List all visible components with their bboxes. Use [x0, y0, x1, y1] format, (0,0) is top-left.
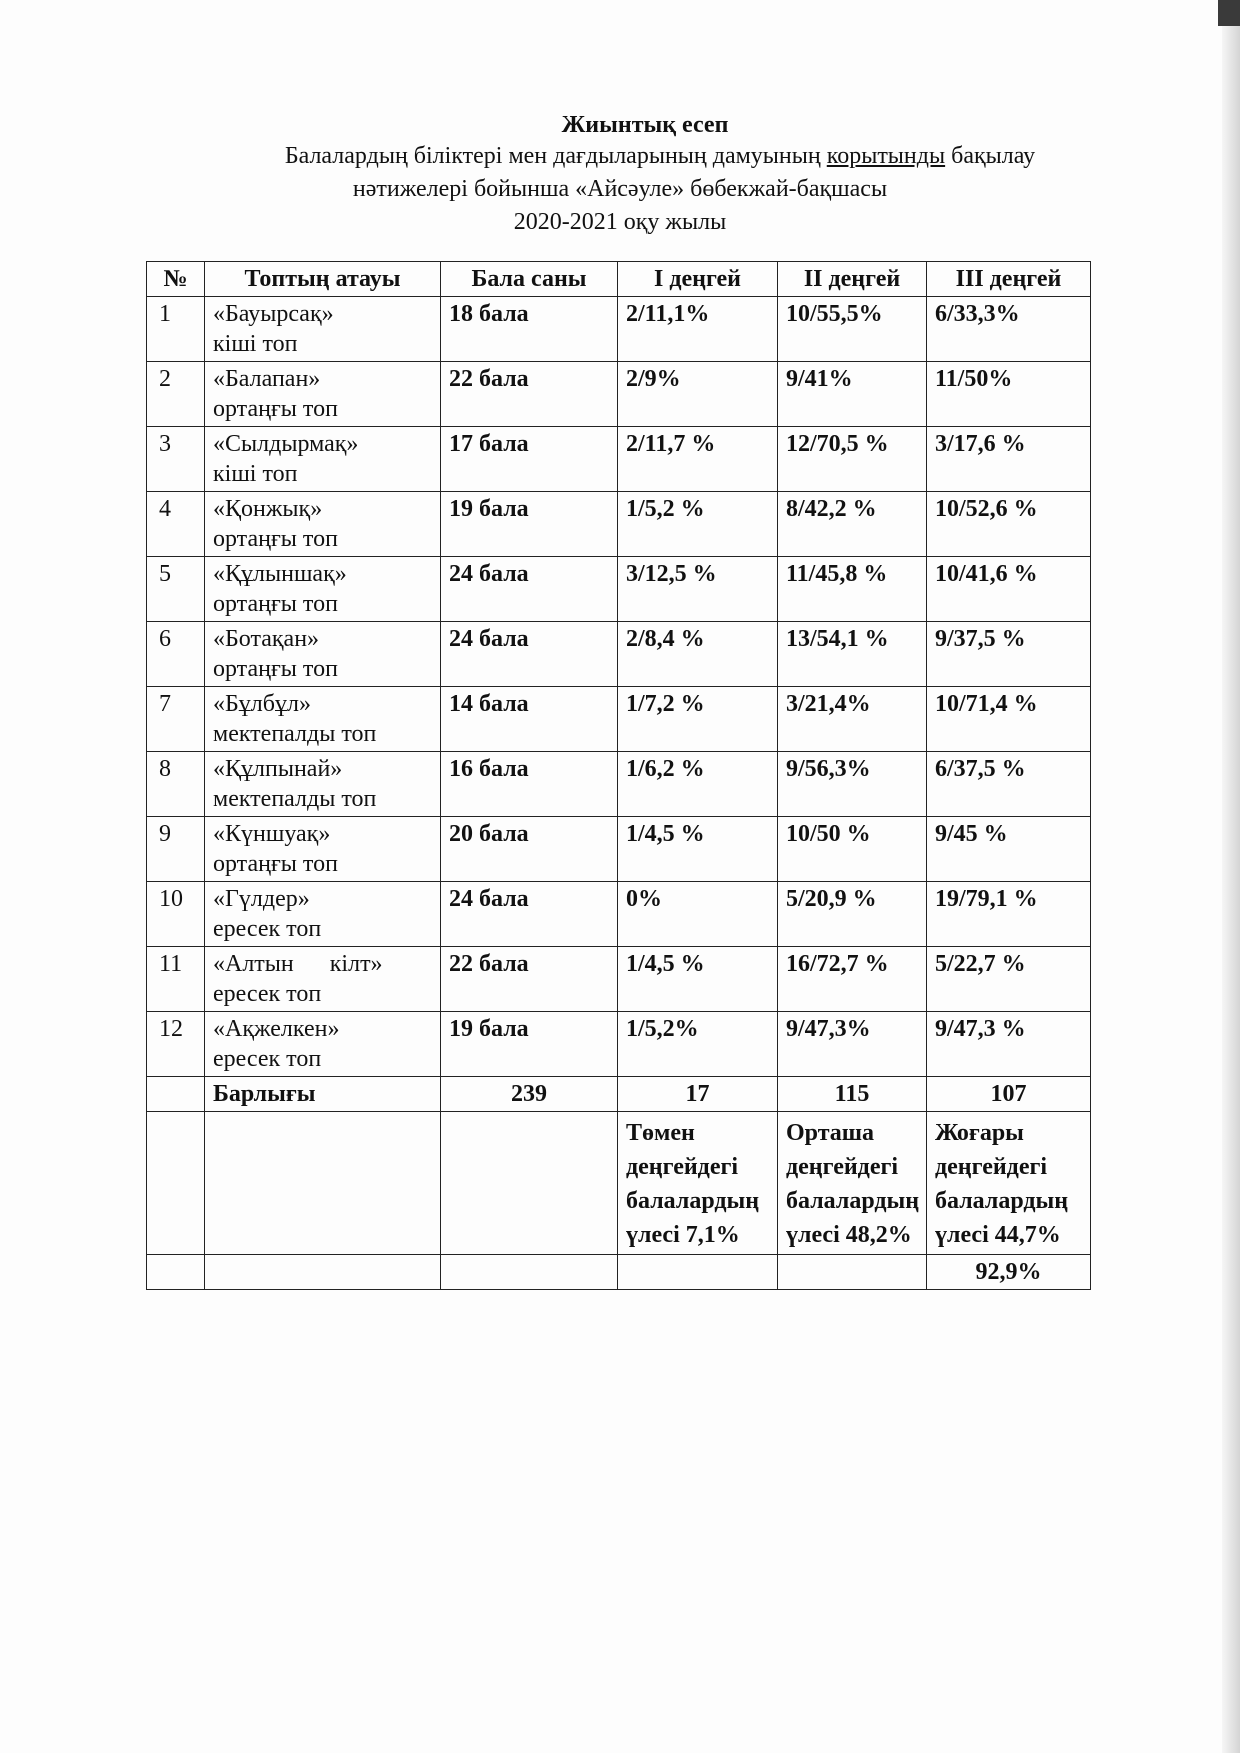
shares-empty-cell-3: [441, 1112, 618, 1255]
subtitle-line-1-start: Балалардың біліктері мен дағдыларының дамуының: [284, 143, 827, 169]
group-name: [205, 297, 441, 362]
child-count-text: 24 бала: [449, 626, 529, 652]
level-3-value: [927, 1012, 1091, 1077]
level-1-value: [618, 427, 778, 492]
child-count: [441, 557, 618, 622]
level-1-value: [618, 297, 778, 362]
row-number: [147, 817, 205, 882]
level-3-value: [927, 752, 1091, 817]
group-name: [205, 752, 441, 817]
level-2-value-text: 9/56,3%: [786, 756, 871, 782]
group-name: [205, 947, 441, 1012]
row-number-text: 4: [159, 496, 171, 522]
level-3-value-text: 10/71,4 %: [935, 691, 1038, 717]
table-row: [147, 297, 1091, 362]
academic-year: 2020-2021 оқу жылы: [513, 209, 727, 235]
share-level-2: Орташа деңгейдегі балалардың үлесі 48,2%: [778, 1112, 927, 1255]
level-3-value-text: 3/17,6 %: [935, 431, 1026, 457]
subtitle-line-2: нәтижелері бойынша «Айсәуле» бөбекжай-бақшасы: [352, 176, 888, 202]
final-empty-cell-1: [147, 1255, 205, 1290]
level-1-value-text: 1/7,2 %: [626, 691, 705, 717]
table-row: [147, 947, 1091, 1012]
group-name-text: «Сылдырмақ»: [213, 431, 359, 457]
group-age-category: ортаңғы топ: [213, 851, 338, 877]
total-level-3: 107: [927, 1077, 1091, 1112]
level-1-value: [618, 947, 778, 1012]
row-number: [147, 297, 205, 362]
row-number-text: 11: [159, 951, 183, 977]
row-number-text: 10: [159, 886, 183, 912]
scan-corner-mark: [1218, 0, 1240, 26]
child-count: [441, 622, 618, 687]
group-age-category: мектепалды топ: [213, 721, 377, 747]
child-count: [441, 1012, 618, 1077]
table-row: [147, 882, 1091, 947]
level-1-value-text: 2/9%: [626, 366, 681, 392]
group-name-text: «Құлпынай»: [213, 756, 343, 782]
group-age-category: ортаңғы топ: [213, 591, 338, 617]
row-number: [147, 622, 205, 687]
table-header-row: [147, 262, 1091, 297]
group-name-text: «Ботақан»: [213, 626, 320, 652]
group-age-category: мектепалды топ: [213, 786, 377, 812]
level-1-value-text: 2/8,4 %: [626, 626, 705, 652]
level-1-value-text: 1/6,2 %: [626, 756, 705, 782]
level-3-value-text: 6/33,3%: [935, 301, 1020, 327]
group-age-category: ересек топ: [213, 981, 322, 1007]
row-number: [147, 427, 205, 492]
group-name-text: «Алтын кілт»: [213, 951, 383, 977]
child-count: [441, 882, 618, 947]
level-2-value: [778, 752, 927, 817]
group-name: [205, 882, 441, 947]
group-age-category: кіші топ: [213, 331, 298, 357]
level-3-value-text: 19/79,1 %: [935, 886, 1038, 912]
table-row: [147, 1012, 1091, 1077]
level-2-value: [778, 362, 927, 427]
header-group-name: Топтың атауы: [205, 262, 441, 297]
row-number-text: 7: [159, 691, 171, 717]
row-number-text: 8: [159, 756, 171, 782]
row-number-text: 5: [159, 561, 171, 587]
child-count-text: 14 бала: [449, 691, 529, 717]
row-number-text: 12: [159, 1016, 183, 1042]
table-row: [147, 427, 1091, 492]
row-number-text: 3: [159, 431, 171, 457]
group-name-text: «Балапан»: [213, 366, 321, 392]
row-number: [147, 752, 205, 817]
level-2-value-text: 9/47,3%: [786, 1016, 871, 1042]
group-name: [205, 687, 441, 752]
level-1-value: [618, 752, 778, 817]
table-row: [147, 687, 1091, 752]
header-number: №: [147, 262, 205, 297]
level-2-value-text: 16/72,7 %: [786, 951, 889, 977]
share-level-1: Төмен деңгейдегі балалардың үлесі 7,1%: [618, 1112, 778, 1255]
row-number-text: 1: [159, 301, 171, 327]
group-age-category: кіші топ: [213, 461, 298, 487]
level-3-value: [927, 557, 1091, 622]
share-level-3: Жоғары деңгейдегі балалардың үлесі 44,7%: [927, 1112, 1091, 1255]
level-3-value: [927, 492, 1091, 557]
level-3-value-text: 5/22,7 %: [935, 951, 1026, 977]
level-2-value-text: 11/45,8 %: [786, 561, 888, 587]
final-row: [147, 1255, 1091, 1290]
level-2-value-text: 3/21,4%: [786, 691, 871, 717]
row-number-text: 9: [159, 821, 171, 847]
row-number: [147, 362, 205, 427]
group-name: [205, 427, 441, 492]
level-3-value: [927, 687, 1091, 752]
level-3-value-text: 10/41,6 %: [935, 561, 1038, 587]
final-percent: 92,9%: [927, 1255, 1091, 1290]
level-1-value: [618, 817, 778, 882]
level-3-value: [927, 427, 1091, 492]
group-name-text: «Құлыншақ»: [213, 561, 347, 587]
level-3-value-text: 11/50%: [935, 366, 1013, 392]
scan-page-edge: [1222, 0, 1240, 1753]
level-1-value-text: 2/11,1%: [626, 301, 710, 327]
group-name: [205, 362, 441, 427]
level-2-value: [778, 817, 927, 882]
table-row: [147, 817, 1091, 882]
child-count-text: 17 бала: [449, 431, 529, 457]
child-count: [441, 362, 618, 427]
level-2-value: [778, 882, 927, 947]
child-count-text: 18 бала: [449, 301, 529, 327]
level-3-value: [927, 882, 1091, 947]
results-table: [146, 261, 1091, 1290]
total-row: [147, 1077, 1091, 1112]
level-2-value: [778, 297, 927, 362]
header-level-3: ІІІ деңгей: [927, 262, 1091, 297]
level-1-value: [618, 1012, 778, 1077]
child-count-text: 24 бала: [449, 561, 529, 587]
shares-empty-cell-1: [147, 1112, 205, 1255]
child-count: [441, 752, 618, 817]
level-1-value: [618, 557, 778, 622]
group-name-text: «Гүлдер»: [213, 886, 310, 912]
level-2-value-text: 13/54,1 %: [786, 626, 889, 652]
child-count-text: 19 бала: [449, 1016, 529, 1042]
total-level-2: 115: [778, 1077, 927, 1112]
level-2-value-text: 10/55,5%: [786, 301, 883, 327]
level-2-value: [778, 1012, 927, 1077]
group-age-category: ересек топ: [213, 1046, 322, 1072]
level-3-value-text: 9/47,3 %: [935, 1016, 1026, 1042]
child-count-text: 20 бала: [449, 821, 529, 847]
child-count-text: 22 бала: [449, 366, 529, 392]
level-1-value-text: 3/12,5 %: [626, 561, 717, 587]
header-level-1: І деңгей: [618, 262, 778, 297]
child-count: [441, 687, 618, 752]
final-empty-cell-4: [618, 1255, 778, 1290]
final-empty-cell-3: [441, 1255, 618, 1290]
level-2-value: [778, 557, 927, 622]
level-3-value: [927, 362, 1091, 427]
level-2-value-text: 10/50 %: [786, 821, 871, 847]
row-number: [147, 947, 205, 1012]
header-child-count: Бала саны: [441, 262, 618, 297]
row-number: [147, 882, 205, 947]
header-level-2: ІІ деңгей: [778, 262, 927, 297]
subtitle-underlined-word: корытынды: [826, 143, 946, 169]
child-count: [441, 297, 618, 362]
child-count-text: 22 бала: [449, 951, 529, 977]
subtitle-line-1-end: бақылау: [945, 143, 1036, 169]
total-level-1: 17: [618, 1077, 778, 1112]
level-2-value: [778, 492, 927, 557]
level-2-value-text: 5/20,9 %: [786, 886, 877, 912]
level-3-value-text: 10/52,6 %: [935, 496, 1038, 522]
group-age-category: ортаңғы топ: [213, 526, 338, 552]
level-3-value: [927, 297, 1091, 362]
table-row: [147, 362, 1091, 427]
level-3-value-text: 6/37,5 %: [935, 756, 1026, 782]
level-1-value: [618, 622, 778, 687]
row-number-text: 2: [159, 366, 171, 392]
row-number: [147, 687, 205, 752]
group-name: [205, 492, 441, 557]
group-name: [205, 557, 441, 622]
group-name-text: «Қонжық»: [213, 496, 323, 522]
level-2-value: [778, 622, 927, 687]
level-3-value-text: 9/37,5 %: [935, 626, 1026, 652]
level-2-value-text: 9/41%: [786, 366, 853, 392]
level-3-value: [927, 817, 1091, 882]
group-name: [205, 1012, 441, 1077]
group-name-text: «Күншуақ»: [213, 821, 331, 847]
child-count-text: 19 бала: [449, 496, 529, 522]
final-empty-cell-5: [778, 1255, 927, 1290]
child-count: [441, 947, 618, 1012]
level-3-value-text: 9/45 %: [935, 821, 1008, 847]
level-1-value-text: 1/5,2 %: [626, 496, 705, 522]
total-count: 239: [441, 1077, 618, 1112]
level-1-value-text: 1/4,5 %: [626, 951, 705, 977]
document-title: Жиынтық есеп: [561, 112, 729, 138]
child-count: [441, 492, 618, 557]
level-1-value-text: 0%: [626, 886, 662, 912]
shares-row: [147, 1112, 1091, 1255]
table-row: [147, 557, 1091, 622]
table-row: [147, 622, 1091, 687]
group-age-category: ересек топ: [213, 916, 322, 942]
group-name-text: «Бұлбұл»: [213, 691, 311, 717]
level-1-value-text: 1/4,5 %: [626, 821, 705, 847]
row-number: [147, 1012, 205, 1077]
group-name-text: «Бауырсақ»: [213, 301, 334, 327]
level-3-value: [927, 947, 1091, 1012]
child-count: [441, 817, 618, 882]
level-1-value-text: 1/5,2%: [626, 1016, 699, 1042]
level-1-value-text: 2/11,7 %: [626, 431, 716, 457]
level-1-value: [618, 882, 778, 947]
level-1-value: [618, 492, 778, 557]
child-count-text: 16 бала: [449, 756, 529, 782]
group-name: [205, 622, 441, 687]
child-count: [441, 427, 618, 492]
child-count-text: 24 бала: [449, 886, 529, 912]
document-header: [0, 110, 1240, 239]
group-name: [205, 817, 441, 882]
level-2-value: [778, 427, 927, 492]
group-name-text: «Ақжелкен»: [213, 1016, 340, 1042]
level-2-value: [778, 947, 927, 1012]
total-empty-cell: [147, 1077, 205, 1112]
group-age-category: ортаңғы топ: [213, 396, 338, 422]
level-1-value: [618, 687, 778, 752]
group-age-category: ортаңғы топ: [213, 656, 338, 682]
level-1-value: [618, 362, 778, 427]
level-3-value: [927, 622, 1091, 687]
level-2-value-text: 12/70,5 %: [786, 431, 889, 457]
subtitle-line-1: [80, 140, 1240, 173]
total-label: Барлығы: [205, 1077, 441, 1112]
table-row: [147, 752, 1091, 817]
final-empty-cell-2: [205, 1255, 441, 1290]
row-number-text: 6: [159, 626, 171, 652]
shares-empty-cell-2: [205, 1112, 441, 1255]
level-2-value-text: 8/42,2 %: [786, 496, 877, 522]
level-2-value: [778, 687, 927, 752]
table-row: [147, 492, 1091, 557]
row-number: [147, 557, 205, 622]
row-number: [147, 492, 205, 557]
